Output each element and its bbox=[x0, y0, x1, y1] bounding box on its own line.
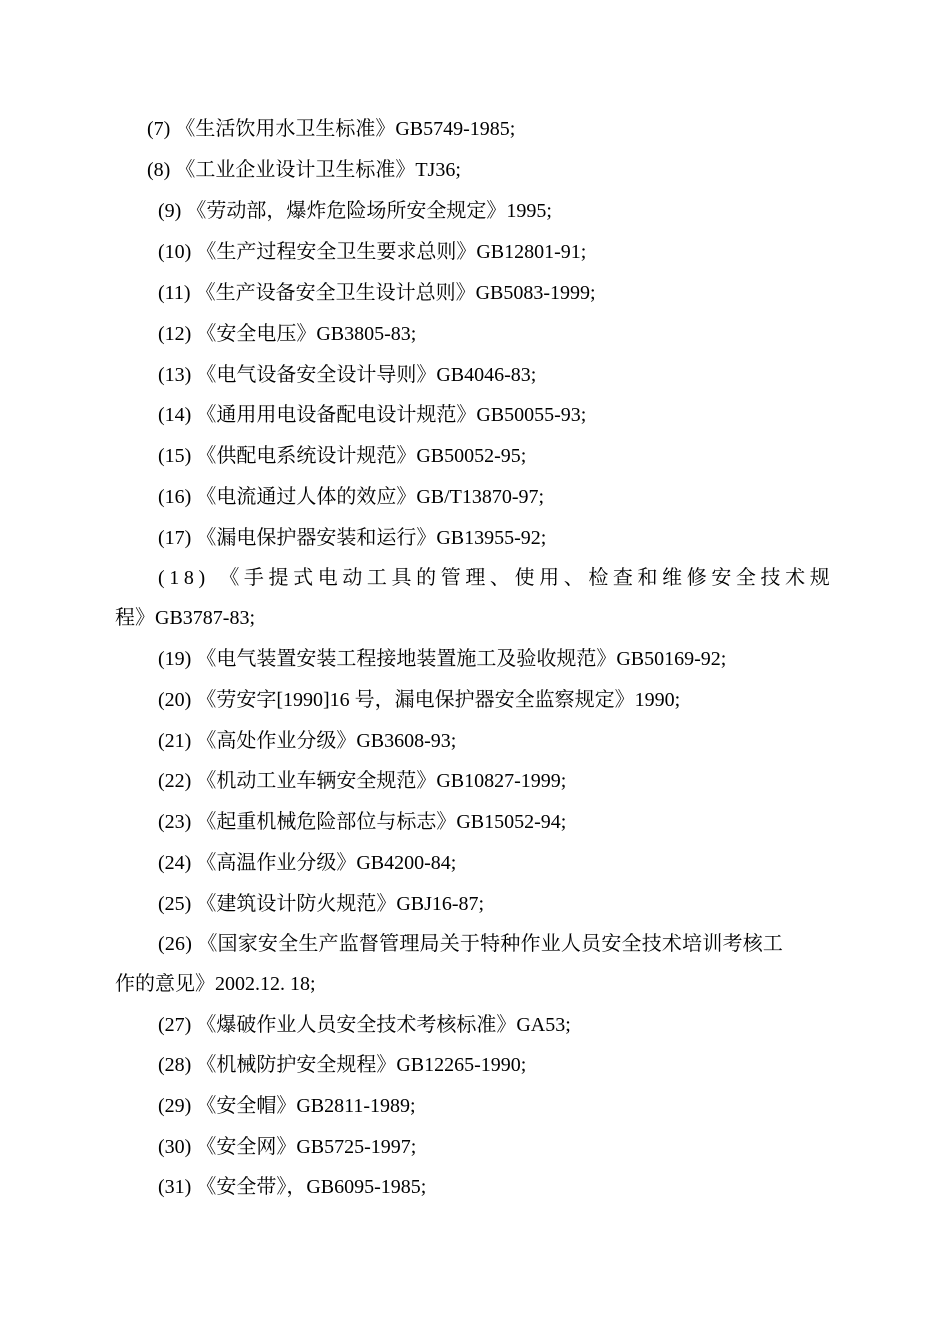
reference-line-31: (31) 《安全带》，GB6095-1985; bbox=[158, 1176, 427, 1198]
reference-line-18: (18) 《手提式电动工具的管理、使用、检查和维修安全技术规 bbox=[158, 567, 835, 589]
reference-line-18-continued: 程》GB3787-83; bbox=[115, 607, 255, 629]
reference-line-11: (11) 《生产设备安全卫生设计总则》GB5083-1999; bbox=[158, 282, 596, 304]
reference-line-22: (22) 《机动工业车辆安全规范》GB10827-1999; bbox=[158, 770, 567, 792]
reference-line-7: (7) 《生活饮用水卫生标准》GB5749-1985; bbox=[147, 118, 516, 140]
reference-line-16: (16) 《电流通过人体的效应》GB/T13870-97; bbox=[158, 486, 545, 508]
reference-line-10: (10) 《生产过程安全卫生要求总则》GB12801-91; bbox=[158, 241, 587, 263]
reference-line-28: (28) 《机械防护安全规程》GB12265-1990; bbox=[158, 1054, 527, 1076]
reference-line-13: (13) 《电气设备安全设计导则》GB4046-83; bbox=[158, 364, 537, 386]
reference-line-9: (9) 《劳动部，爆炸危险场所安全规定》1995; bbox=[158, 200, 552, 222]
reference-line-8: (8) 《工业企业设计卫生标准》TJ36; bbox=[147, 159, 461, 181]
reference-line-23: (23) 《起重机械危险部位与标志》GB15052-94; bbox=[158, 811, 567, 833]
reference-line-19: (19) 《电气装置安装工程接地装置施工及验收规范》GB50169-92; bbox=[158, 648, 727, 670]
reference-line-17: (17) 《漏电保护器安装和运行》GB13955-92; bbox=[158, 527, 547, 549]
reference-line-12: (12) 《安全电压》GB3805-83; bbox=[158, 323, 417, 345]
reference-line-21: (21) 《高处作业分级》GB3608-93; bbox=[158, 730, 457, 752]
reference-line-20: (20) 《劳安字[1990]16 号，漏电保护器安全监察规定》1990; bbox=[158, 689, 681, 711]
reference-line-14: (14) 《通用用电设备配电设计规范》GB50055-93; bbox=[158, 404, 587, 426]
reference-line-24: (24) 《高温作业分级》GB4200-84; bbox=[158, 852, 457, 874]
reference-line-26: (26) 《国家安全生产监督管理局关于特种作业人员安全技术培训考核工 bbox=[158, 933, 784, 955]
reference-line-25: (25) 《建筑设计防火规范》GBJ16-87; bbox=[158, 893, 485, 915]
reference-line-30: (30) 《安全网》GB5725-1997; bbox=[158, 1136, 417, 1158]
reference-line-15: (15) 《供配电系统设计规范》GB50052-95; bbox=[158, 445, 527, 467]
reference-line-29: (29) 《安全帽》GB2811-1989; bbox=[158, 1095, 416, 1117]
reference-line-26-continued: 作的意见》2002.12. 18; bbox=[115, 973, 316, 995]
reference-line-27: (27) 《爆破作业人员安全技术考核标准》GA53; bbox=[158, 1014, 571, 1036]
